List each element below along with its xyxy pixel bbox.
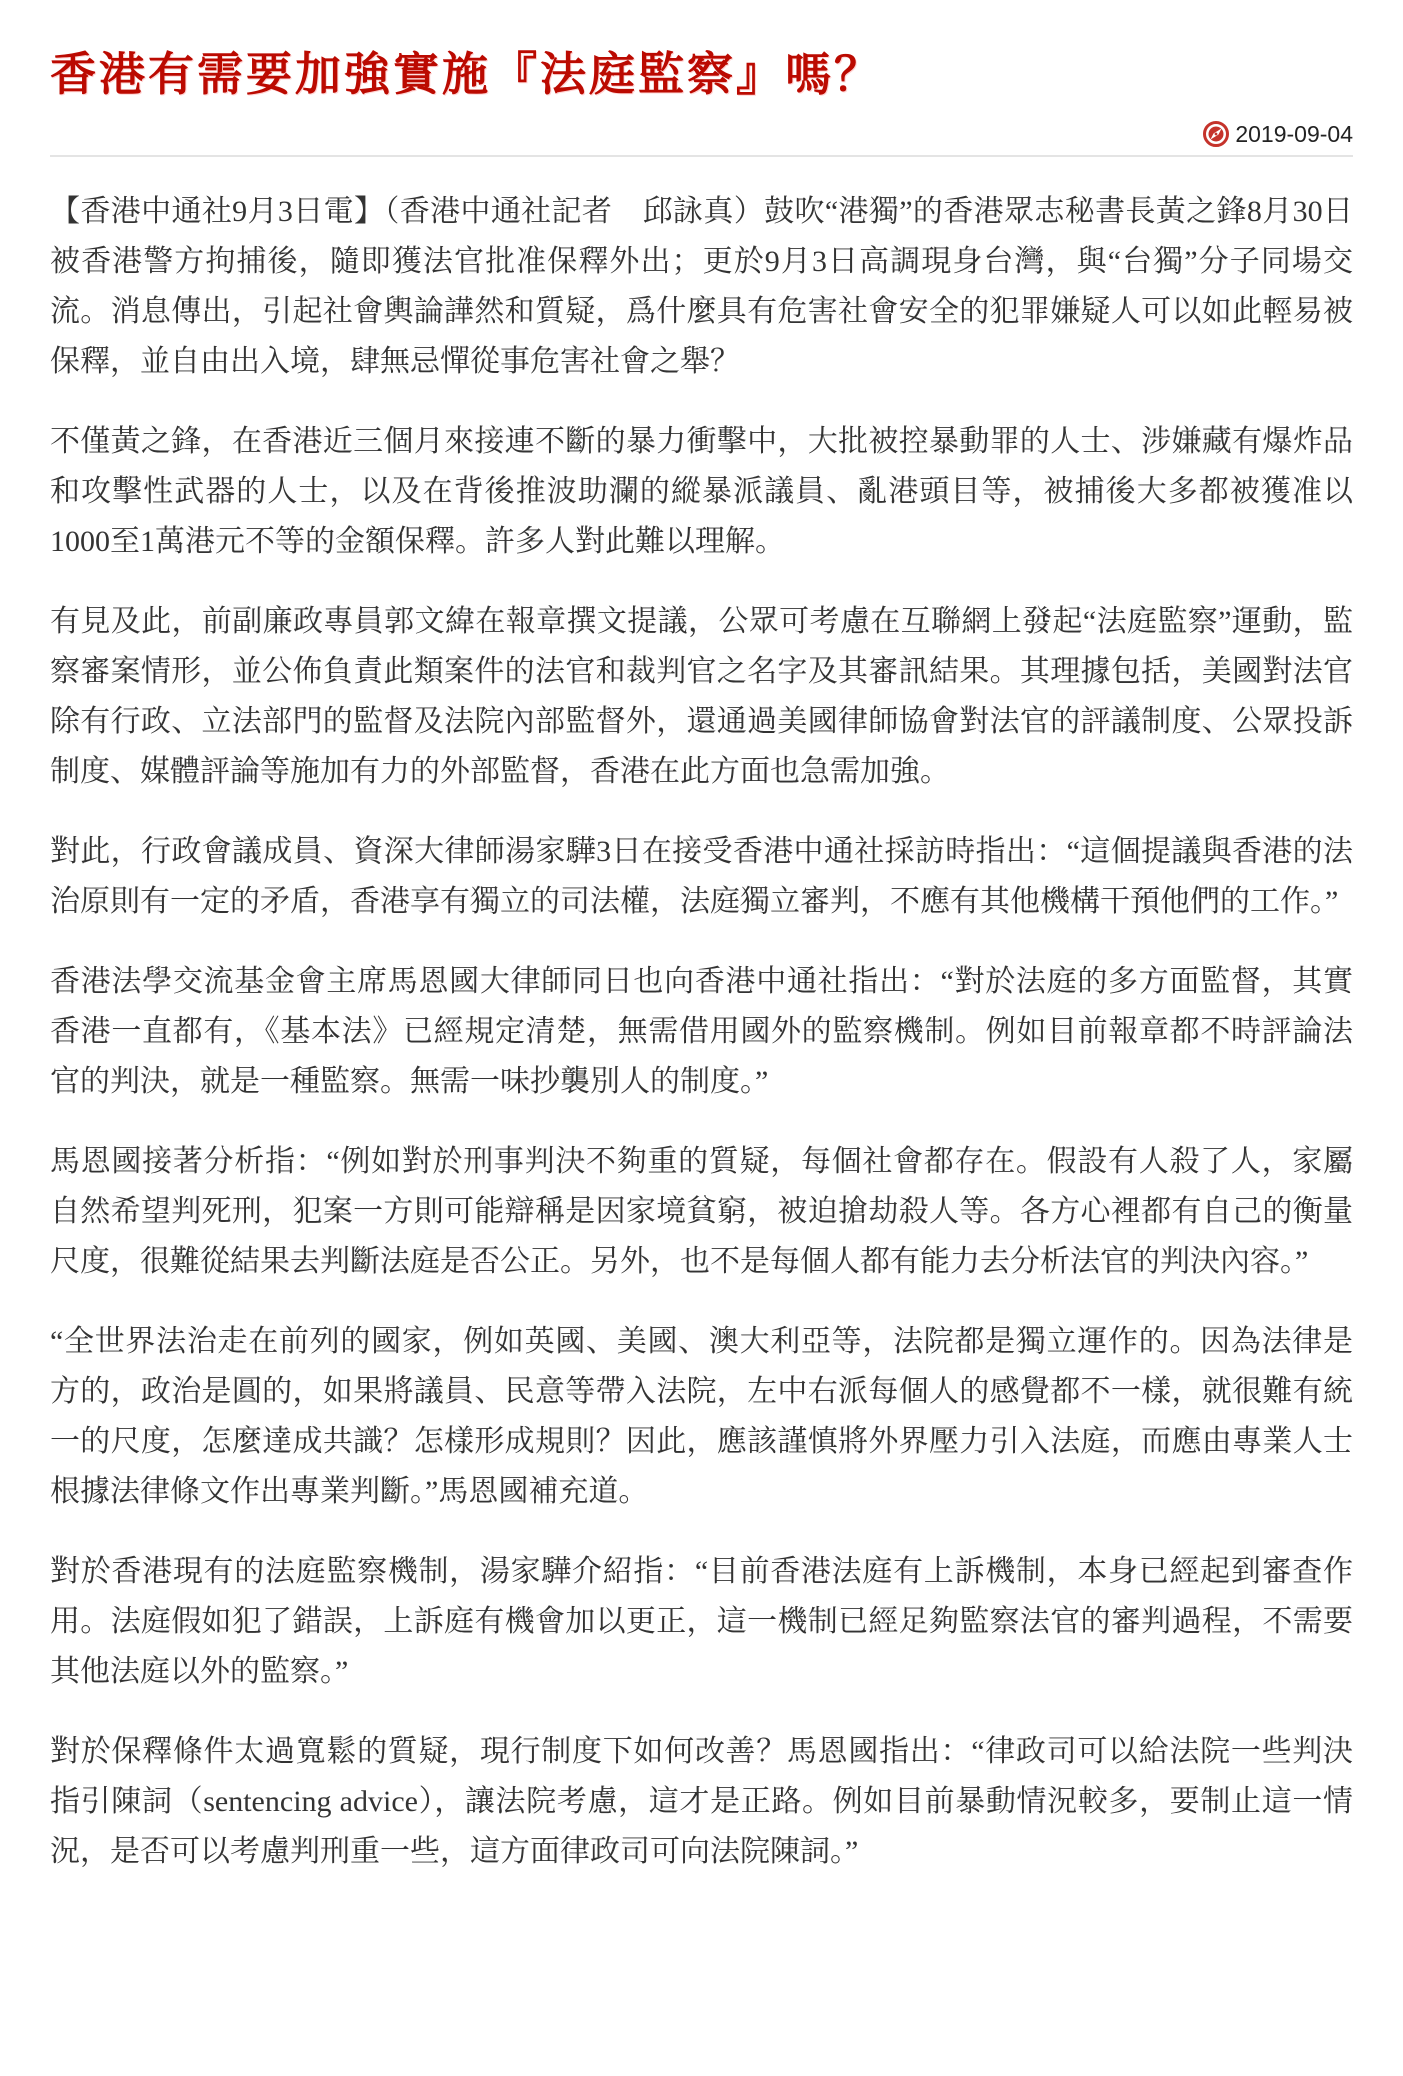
paragraph: “全世界法治走在前列的國家，例如英國、美國、澳大利亞等，法院都是獨立運作的。因為法律是方的，政治是圓的，如果將議員、民意等帶入法院，左中右派每個人的感覺都不一樣，就很難有統一的尺度，怎麼達成共識？怎樣形成規則？因此，應該謹慎將外界壓力引入法庭，而應由專業人士根據法律條文作出專業判斷。”馬恩國補充道。 [50, 1324, 1353, 1508]
paragraph: 有見及此，前副廉政專員郭文緯在報章撰文提議，公眾可考慮在互聯網上發起“法庭監察”運動，監察審案情形，並公佈負責此類案件的法官和裁判官之名字及其審訊結果。其理據包括，美國對法官除有行政、立法部門的監督及法院內部監督外，還通過美國律師協會對法官的評議制度、公眾投訴制度、媒體評論等施加有力的外部監督，香港在此方面也急需加強。 [50, 604, 1353, 788]
paragraph: 對於保釋條件太過寬鬆的質疑，現行制度下如何改善？馬恩國指出：“律政司可以給法院一些判決指引陳詞（sentencing advice），讓法院考慮，這才是正路。例如目前暴動情況較多，要制止這一情況，是否可以考慮判刑重一些，這方面律政司可向法院陳詞。” [50, 1734, 1353, 1868]
paragraph: 【香港中通社9月3日電】（香港中通社記者 邱詠真）鼓吹“港獨”的香港眾志秘書長黃之鋒8月30日被香港警方拘捕後，隨即獲法官批准保釋外出；更於9月3日高調現身台灣，與“台獨”分子同場交流。消息傳出，引起社會輿論譁然和質疑，爲什麼具有危害社會安全的犯罪嫌疑人可以如此輕易被保釋，並自由出入境，肆無忌憚從事危害社會之舉？ [50, 194, 1353, 378]
paragraph: 對此，行政會議成員、資深大律師湯家驊3日在接受香港中通社採訪時指出：“這個提議與香港的法治原則有一定的矛盾，香港享有獨立的司法權，法庭獨立審判，不應有其他機構干預他們的工作。” [50, 834, 1353, 918]
paragraph: 香港法學交流基金會主席馬恩國大律師同日也向香港中通社指出：“對於法庭的多方面監督，其實香港一直都有，《基本法》已經規定清楚，無需借用國外的監察機制。例如目前報章都不時評論法官的判決，就是一種監察。無需一味抄襲別人的制度。” [50, 964, 1353, 1098]
paragraph: 對於香港現有的法庭監察機制，湯家驊介紹指：“目前香港法庭有上訴機制，本身已經起到審查作用。法庭假如犯了錯誤，上訴庭有機會加以更正，這一機制已經足夠監察法官的審判過程，不需要其他法庭以外的監察。” [50, 1554, 1353, 1688]
article-body [50, 187, 1353, 1877]
header-divider [50, 155, 1353, 157]
clock-icon [1203, 121, 1229, 147]
publish-date: 2019-09-04 [1235, 120, 1353, 147]
page-title: 香港有需要加強實施『法庭監察』嗎？ [50, 49, 883, 100]
date-row [50, 121, 1353, 147]
paragraph: 馬恩國接著分析指：“例如對於刑事判決不夠重的質疑，每個社會都存在。假設有人殺了人，家屬自然希望判死刑，犯案一方則可能辯稱是因家境貧窮，被迫搶劫殺人等。各方心裡都有自己的衡量尺度，很難從結果去判斷法庭是否公正。另外，也不是每個人都有能力去分析法官的判決內容。” [50, 1144, 1353, 1278]
paragraph: 不僅黃之鋒，在香港近三個月來接連不斷的暴力衝擊中，大批被控暴動罪的人士、涉嫌藏有爆炸品和攻擊性武器的人士，以及在背後推波助瀾的縱暴派議員、亂港頭目等，被捕後大多都被獲准以1000至1萬港元不等的金額保釋。許多人對此難以理解。 [50, 424, 1353, 558]
